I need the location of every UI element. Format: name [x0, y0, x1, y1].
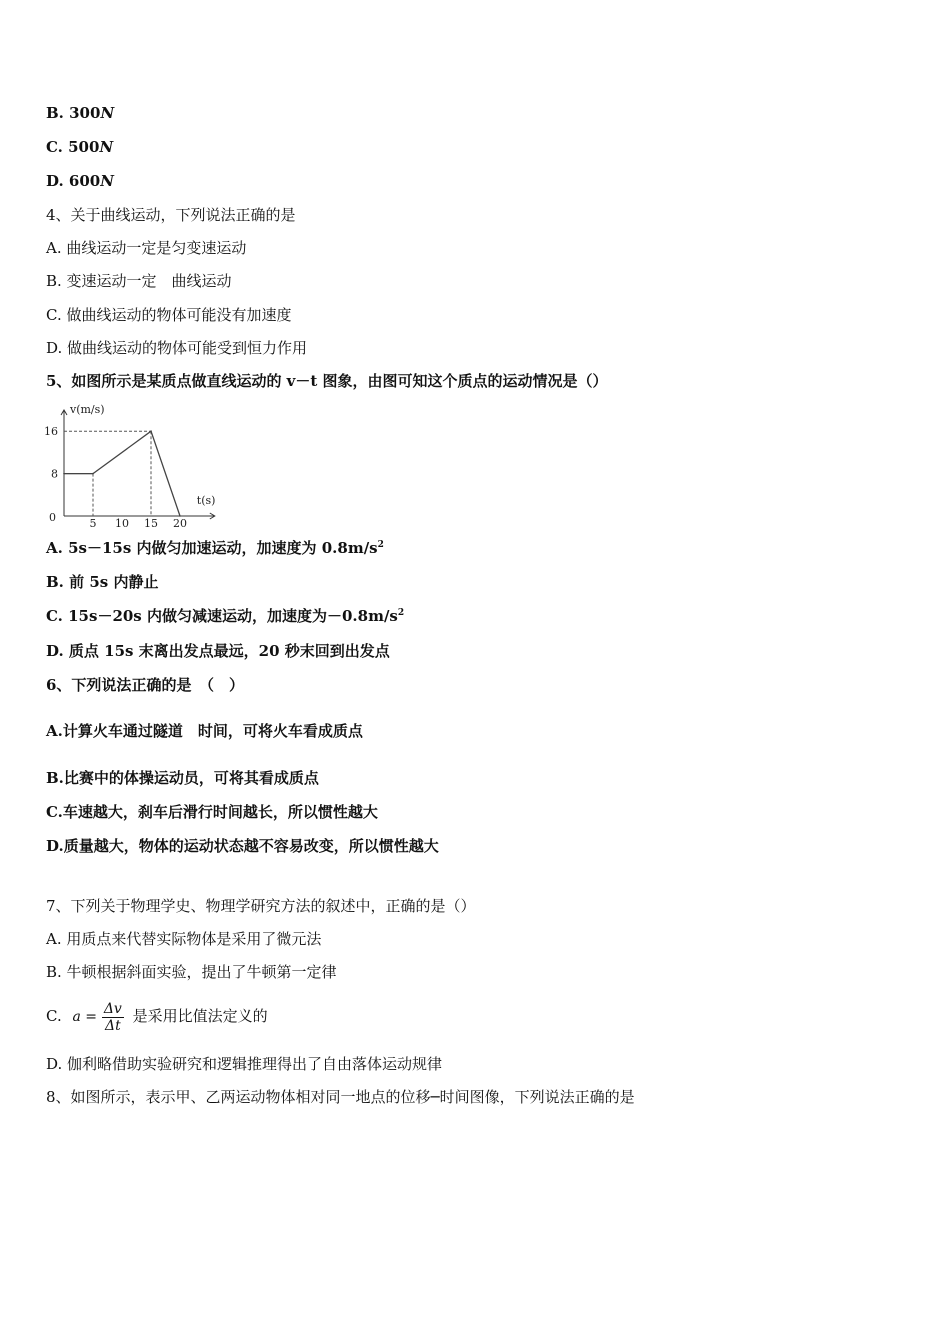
x-tick-label: 20 — [173, 517, 187, 528]
data-point — [63, 473, 65, 475]
q5-option-b: B. 前 5s 内静止 — [46, 573, 159, 591]
chart-axes — [61, 410, 215, 519]
q4-option-c: C. 做曲线运动的物体可能没有加速度 — [46, 306, 292, 324]
data-point — [92, 473, 94, 475]
y-axis-label: v(m/s) — [70, 403, 105, 416]
x-tick-label: 5 — [89, 517, 97, 528]
chart-labels — [44, 403, 215, 528]
q4-option-b: B. 变速运动一定 曲线运动 — [46, 272, 232, 290]
q6-option-d: D.质量越大，物体的运动状态越不容易改变，所以惯性越大 — [46, 837, 439, 855]
q8-stem: 8、如图所示，表示甲、乙两运动物体相对同一地点的位移─时间图像，下列说法正确的是 — [46, 1088, 635, 1106]
q4-option-a: A. 曲线运动一定是匀变速运动 — [46, 239, 247, 257]
q4-option-d: D. 做曲线运动的物体可能受到恒力作用 — [46, 339, 308, 357]
q7-option-c: C. a = $\frac{\Delta v}{\Delta t}$ 是采用比值法定义的 — [46, 1000, 268, 1034]
q3-option-b: B. 300N — [46, 104, 115, 122]
q7-option-a: A. 用质点来代替实际物体是采用了微元法 — [46, 930, 322, 948]
q7-option-d: D. 伽利略借助实验研究和逻辑推理得出了自由落体运动规律 — [46, 1055, 443, 1073]
q5-option-c: C. 15s－20s 内做匀减速运动，加速度为$-0.8m/s^2$ — [46, 607, 405, 625]
formula-fraction: $\frac{\Delta v}{\Delta t}$ — [103, 1000, 122, 1034]
formula-lhs: a = — [72, 1009, 98, 1025]
q6-option-c: C.车速越大，刹车后滑行时间越长，所以惯性越大 — [46, 803, 378, 821]
origin-label: 0 — [49, 511, 56, 524]
q4-stem: 4、关于曲线运动，下列说法正确的是 — [46, 206, 296, 224]
q6-option-b: B.比赛中的体操运动员，可将其看成质点 — [46, 769, 319, 787]
q5-option-a: A. 5s－15s 内做匀加速运动，加速度为 $0.8m/s^2$ — [46, 539, 384, 557]
vt-graph — [44, 398, 244, 528]
q5-option-d: D. 质点 15s 末离出发点最远，20 秒末回到出发点 — [46, 642, 390, 660]
x-tick-label: 10 — [115, 517, 129, 528]
x-axis-label: t(s) — [196, 494, 216, 507]
q5-stem: 5、如图所示是某质点做直线运动的 v－t 图象，由图可知这个质点的运动情况是（） — [46, 372, 608, 390]
q7-option-b: B. 牛顿根据斜面实验，提出了牛顿第一定律 — [46, 963, 337, 981]
q6-option-a: A.计算火车通过隧道 时间，可将火车看成质点 — [46, 722, 363, 740]
chart-series — [63, 430, 181, 516]
data-point — [150, 430, 152, 432]
q3-option-c: C. 500N — [46, 138, 114, 156]
x-tick-label: 15 — [144, 517, 158, 528]
q3-option-d: D. 600N — [46, 172, 114, 190]
series-line — [64, 431, 180, 516]
q6-stem: 6、下列说法正确的是 （ ） — [46, 676, 244, 694]
y-tick-label: 16 — [44, 425, 58, 439]
q7-stem: 7、下列关于物理学史、物理学研究方法的叙述中，正确的是（） — [46, 897, 476, 915]
y-tick-label: 8 — [51, 467, 58, 481]
